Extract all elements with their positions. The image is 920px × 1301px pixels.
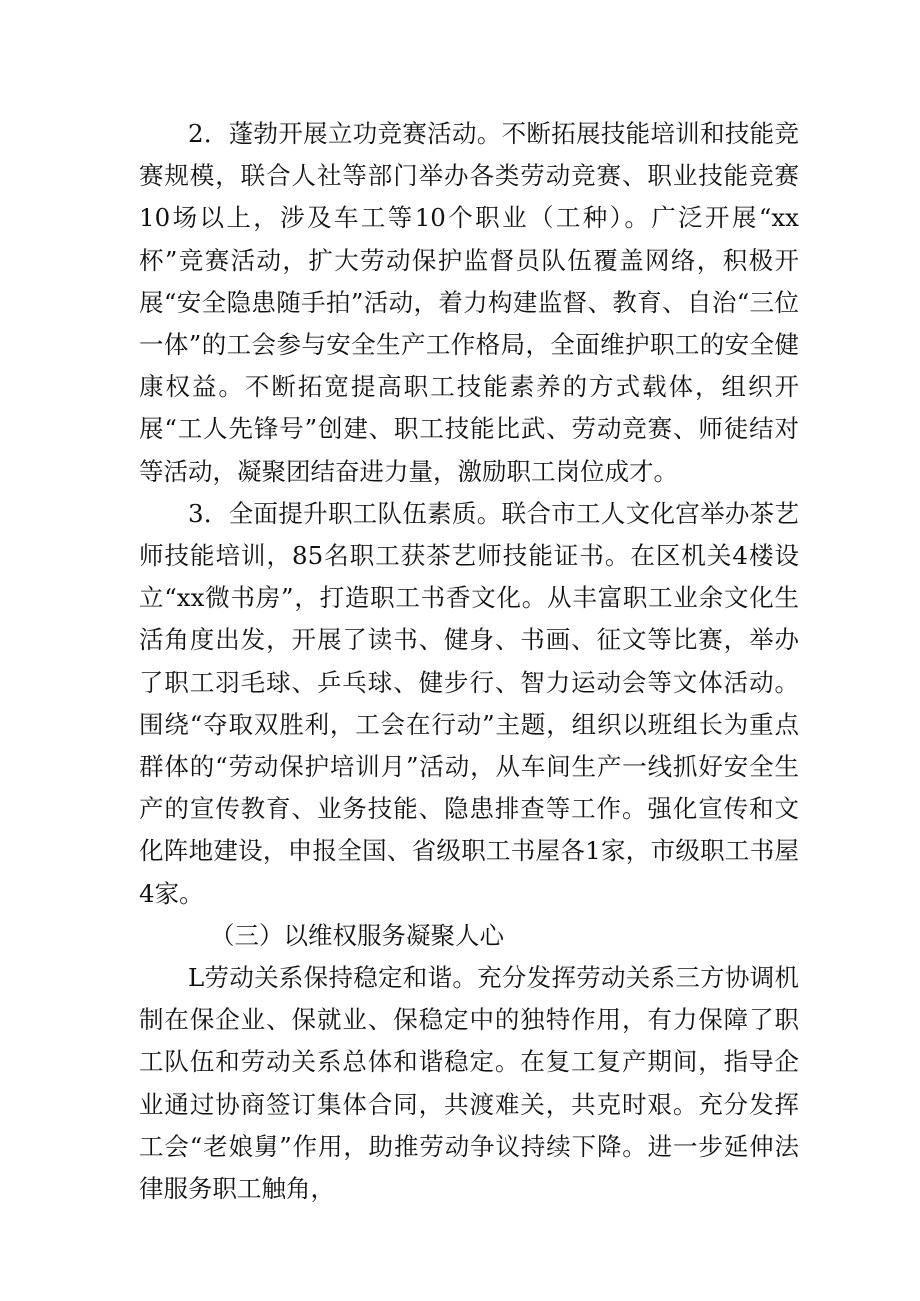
document-body xyxy=(139,113,799,1210)
paragraph-competition-activities: 2．蓬勃开展立功竞赛活动。不断拓展技能培训和技能竞赛规模，联合人社等部门举办各类劳动竞赛、职业技能竞赛10场以上，涉及车工等10个职业（工种）。广泛开展“xx杯”竞赛活动，扩大劳动保护监督员队伍覆盖网络，积极开展“安全隐患随手拍”活动，着力构建监督、教育、自治“三位一体”的工会参与安全生产工作格局，全面维护职工的安全健康权益。不断拓宽提高职工技能素养的方式载体，组织开展“工人先锋号”创建、职工技能比武、劳动竞赛、师徒结对等活动，凝聚团结奋进力量，激励职工岗位成才。 xyxy=(139,119,799,486)
paragraph-workforce-quality: 3．全面提升职工队伍素质。联合市工人文化宫举办茶艺师技能培训，85名职工获茶艺师技能证书。在区机关4楼设立“xx微书房”，打造职工书香文化。从丰富职工业余文化生活角度出发，开展了读书、健身、书画、征文等比赛，举办了职工羽毛球、乒乓球、健步行、智力运动会等文体活动。围绕“夺取双胜利，工会在行动”主题，组织以班组长为重点群体的“劳动保护培训月”活动，从车间生产一线抓好安全生产的宣传教育、业务技能、隐患排查等工作。强化宣传和文化阵地建设，申报全国、省级职工书屋各1家，市级职工书屋4家。 xyxy=(139,498,799,908)
section-heading-rights-service: （三）以维权服务凝聚人心 xyxy=(210,920,505,950)
paragraph-labor-relations: L劳动关系保持稳定和谐。充分发挥劳动关系三方协调机制在保企业、保就业、保稳定中的独特作用，有力保障了职工队伍和劳动关系总体和谐稳定。在复工复产期间，指导企业通过协商签订集体合同，共渡难关，共克时艰。充分发挥工会“老娘舅”作用，助推劳动争议持续下降。进一步延伸法律服务职工触角， xyxy=(139,963,799,1204)
